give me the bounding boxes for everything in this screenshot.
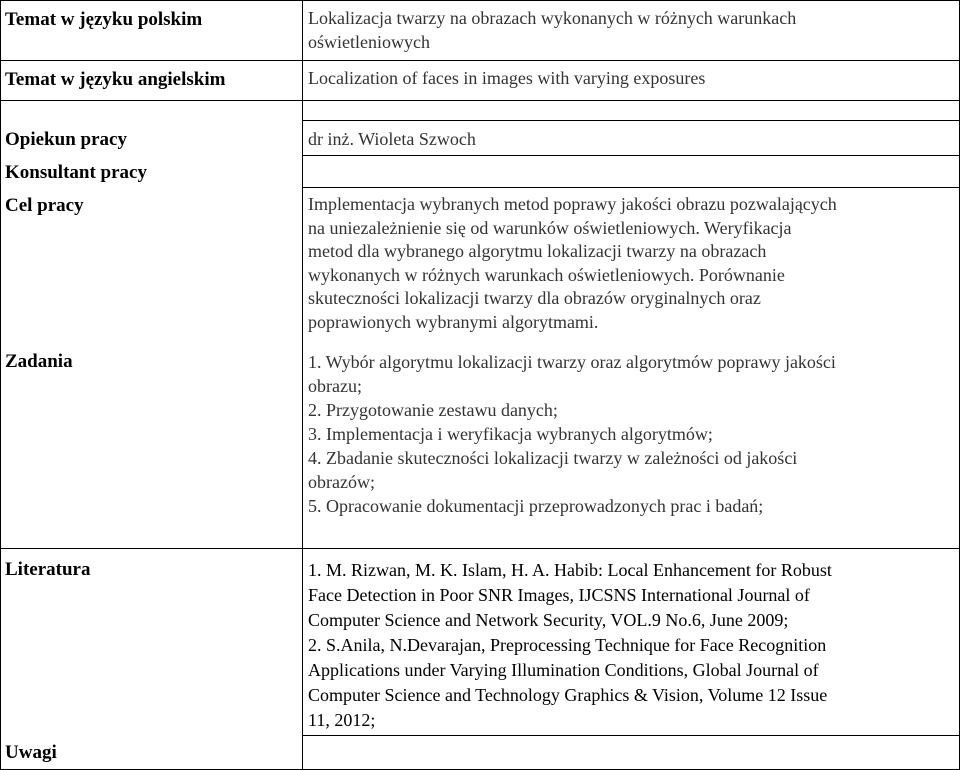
tasks-line: 1. Wybór algorytmu lokalizacji twarzy oraz algorytmów poprawy jakości <box>308 352 836 372</box>
row-divider <box>0 548 960 549</box>
goal-line: poprawionych wybranymi algorytmami. <box>308 311 599 332</box>
tasks-value <box>308 350 958 518</box>
row-divider <box>302 155 960 156</box>
literature-line: Computer Science and Technology Graphics & Vision, Volume 12 Issue <box>308 685 828 705</box>
literature-line: Face Detection in Poor SNR Images, IJCSNS International Journal of <box>308 585 810 605</box>
supervisor-value: dr inż. Wioleta Szwoch <box>308 129 476 149</box>
literature-line: 1. M. Rizwan, M. K. Islam, H. A. Habib: Local Enhancement for Robust <box>308 560 832 580</box>
goal-line: wykonanych w różnych warunkach oświetleniowych. Porównanie <box>308 264 785 285</box>
goal-label: Cel pracy <box>5 195 84 216</box>
tasks-line: obrazów; <box>308 472 375 492</box>
literature-label: Literatura <box>5 559 91 580</box>
row-divider <box>0 100 960 101</box>
goal-line: na uniezależnienie się od warunków oświetleniowych. Weryfikacja <box>308 217 792 238</box>
row-divider <box>302 187 960 188</box>
literature-line: Applications under Varying Illumination Conditions, Global Journal of <box>308 660 819 680</box>
goal-line: skuteczności lokalizacji twarzy dla obrazów oryginalnych oraz <box>308 288 761 308</box>
table-border-top <box>0 0 960 1</box>
goal-value <box>308 193 958 334</box>
consultant-label: Konsultant pracy <box>5 162 147 183</box>
tasks-line: obrazu; <box>308 376 362 396</box>
topic-pl-value <box>308 7 958 54</box>
tasks-line: 4. Zbadanie skuteczności lokalizacji twarzy w zależności od jakości <box>308 448 798 468</box>
topic-en-value: Localization of faces in images with varying exposures <box>308 68 706 88</box>
goal-line: metod dla wybranego algorytmu lokalizacji twarzy na obrazach <box>308 241 767 261</box>
row-divider <box>302 735 960 736</box>
row-divider <box>302 120 960 121</box>
row-divider <box>0 60 960 61</box>
topic-pl-line: oświetleniowych <box>308 31 430 52</box>
table-border-left <box>0 0 1 770</box>
literature-value <box>308 558 958 733</box>
tasks-label: Zadania <box>5 351 73 372</box>
topic-pl-line: Lokalizacja twarzy na obrazach wykonanych w różnych warunkach <box>308 8 797 28</box>
table-column-divider <box>302 0 303 770</box>
literature-line: 11, 2012; <box>308 710 376 730</box>
supervisor-label: Opiekun pracy <box>5 129 127 150</box>
goal-line: Implementacja wybranych metod poprawy jakości obrazu pozwalających <box>308 194 837 214</box>
literature-line: Computer Science and Network Security, VOL.9 No.6, June 2009; <box>308 610 789 630</box>
tasks-line: 3. Implementacja i weryfikacja wybranych algorytmów; <box>308 424 713 444</box>
topic-pl-label: Temat w języku polskim <box>5 9 203 30</box>
notes-label: Uwagi <box>5 742 57 763</box>
tasks-line: 2. Przygotowanie zestawu danych; <box>308 400 558 420</box>
tasks-line: 5. Opracowanie dokumentacji przeprowadzonych prac i badań; <box>308 496 764 516</box>
topic-en-label: Temat w języku angielskim <box>5 69 226 90</box>
literature-line: 2. S.Anila, N.Devarajan, Preprocessing Technique for Face Recognition <box>308 635 827 655</box>
